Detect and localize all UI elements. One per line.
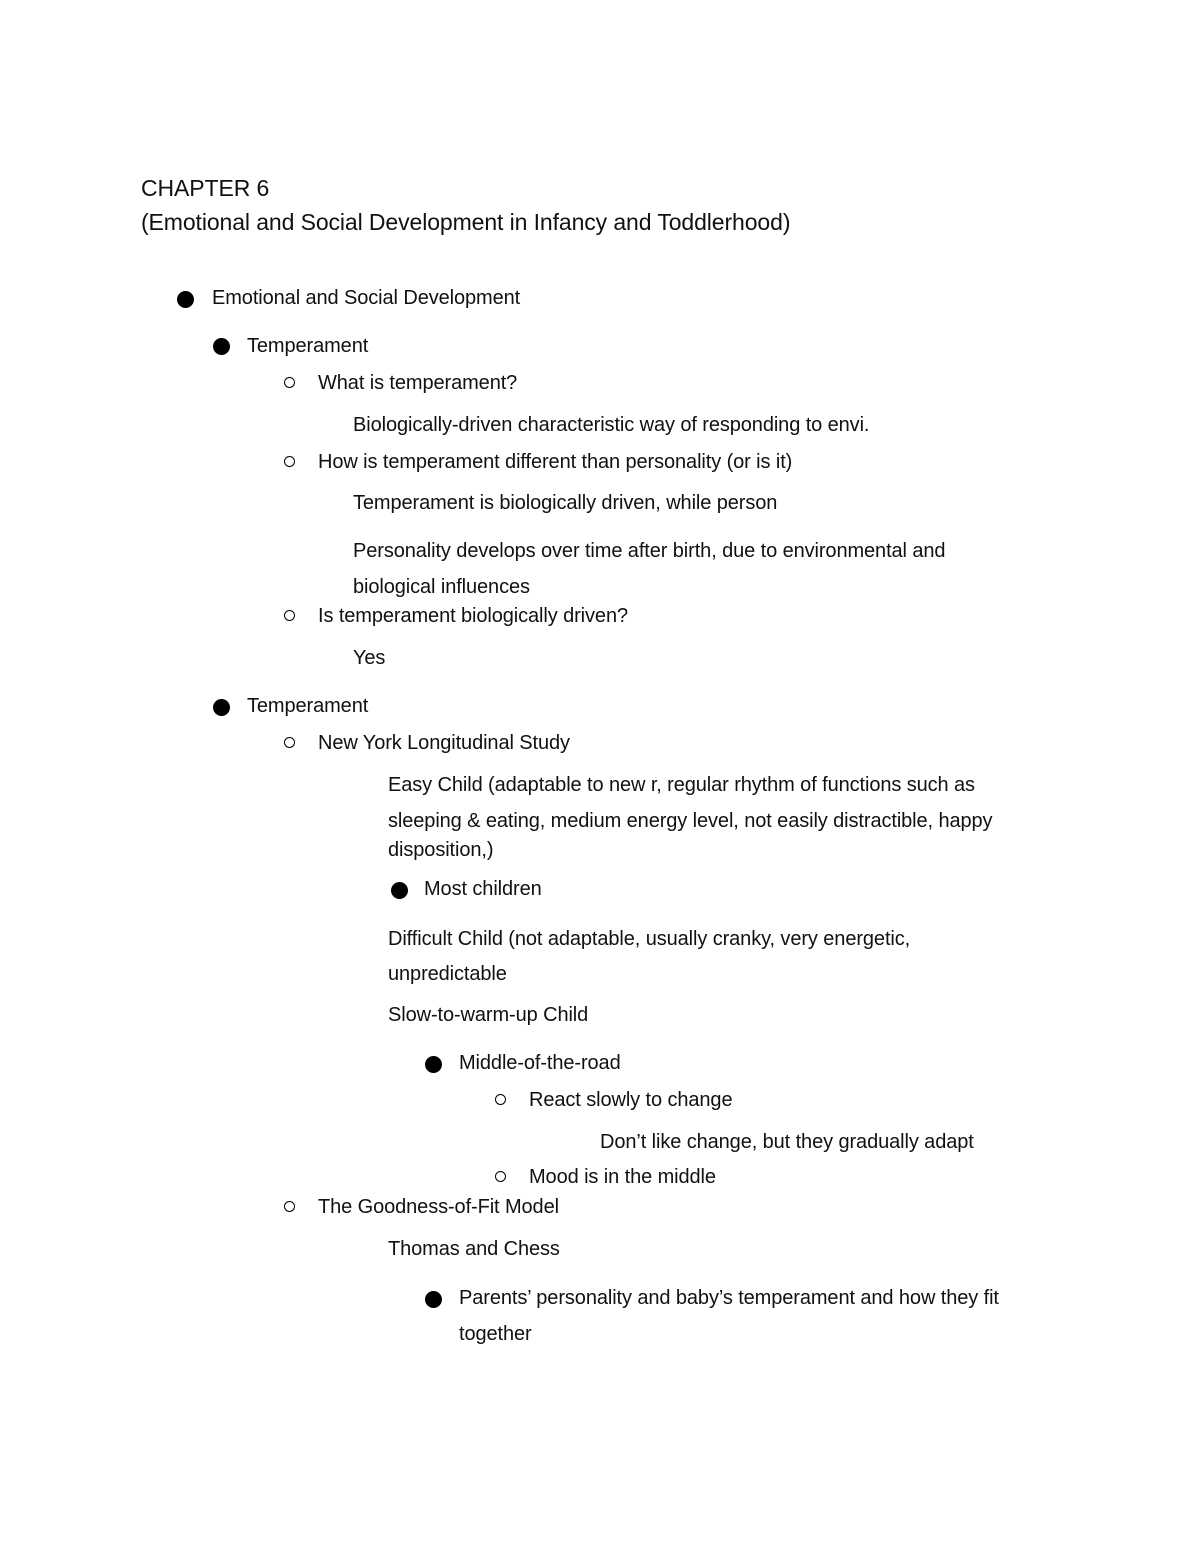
list-item: Parents’ personality and baby’s temperament and how they fit bbox=[459, 1287, 999, 1309]
answer-text: Temperament is biologically driven, while person bbox=[353, 492, 778, 514]
note-text: Difficult Child (not adaptable, usually cranky, very energetic, bbox=[388, 928, 911, 950]
list-item: Middle-of-the-road bbox=[459, 1052, 621, 1074]
list-item: The Goodness-of-Fit Model bbox=[318, 1196, 559, 1218]
note-text: Thomas and Chess bbox=[388, 1238, 560, 1260]
question-item: How is temperament different than personality (or is it) bbox=[318, 451, 793, 473]
section-heading: Emotional and Social Development bbox=[212, 287, 521, 309]
list-item: React slowly to change bbox=[529, 1089, 733, 1111]
answer-text: Personality develops over time after birth, due to environmental and bbox=[353, 540, 946, 562]
bullet-circle-icon bbox=[284, 456, 295, 467]
question-item: What is temperament? bbox=[318, 372, 518, 394]
bullet-circle-icon bbox=[284, 737, 295, 748]
chapter-title: CHAPTER 6 bbox=[141, 175, 270, 201]
bullet-circle-icon bbox=[284, 377, 295, 388]
note-text: Easy Child (adaptable to new r, regular rhythm of functions such as bbox=[388, 774, 975, 796]
list-item: New York Longitudinal Study bbox=[318, 732, 570, 754]
answer-text: Biologically-driven characteristic way of responding to envi. bbox=[353, 414, 870, 436]
bullet-circle-icon bbox=[284, 1201, 295, 1212]
answer-text: Yes bbox=[353, 647, 386, 669]
chapter-subtitle: (Emotional and Social Development in Infancy and Toddlerhood) bbox=[141, 209, 791, 235]
bullet-circle-icon bbox=[284, 610, 295, 621]
subheading-temperament: Temperament bbox=[247, 335, 369, 357]
answer-text: biological influences bbox=[353, 576, 530, 598]
bullet-circle-icon bbox=[495, 1171, 506, 1182]
list-item: Mood is in the middle bbox=[529, 1166, 716, 1188]
note-text: Slow-to-warm-up Child bbox=[388, 1004, 589, 1026]
bullet-filled-icon bbox=[213, 338, 230, 355]
note-text: disposition,) bbox=[388, 839, 494, 861]
note-text: Don’t like change, but they gradually adapt bbox=[600, 1131, 974, 1153]
bullet-filled-icon bbox=[213, 699, 230, 716]
note-text: unpredictable bbox=[388, 963, 507, 985]
bullet-circle-icon bbox=[495, 1094, 506, 1105]
list-item: together bbox=[459, 1323, 532, 1345]
subheading-temperament: Temperament bbox=[247, 695, 369, 717]
bullet-filled-icon bbox=[425, 1056, 442, 1073]
list-item: Most children bbox=[424, 878, 542, 900]
note-text: sleeping & eating, medium energy level, not easily distractible, happy bbox=[388, 810, 993, 832]
bullet-filled-icon bbox=[177, 291, 194, 308]
bullet-filled-icon bbox=[391, 882, 408, 899]
question-item: Is temperament biologically driven? bbox=[318, 605, 628, 627]
bullet-filled-icon bbox=[425, 1291, 442, 1308]
